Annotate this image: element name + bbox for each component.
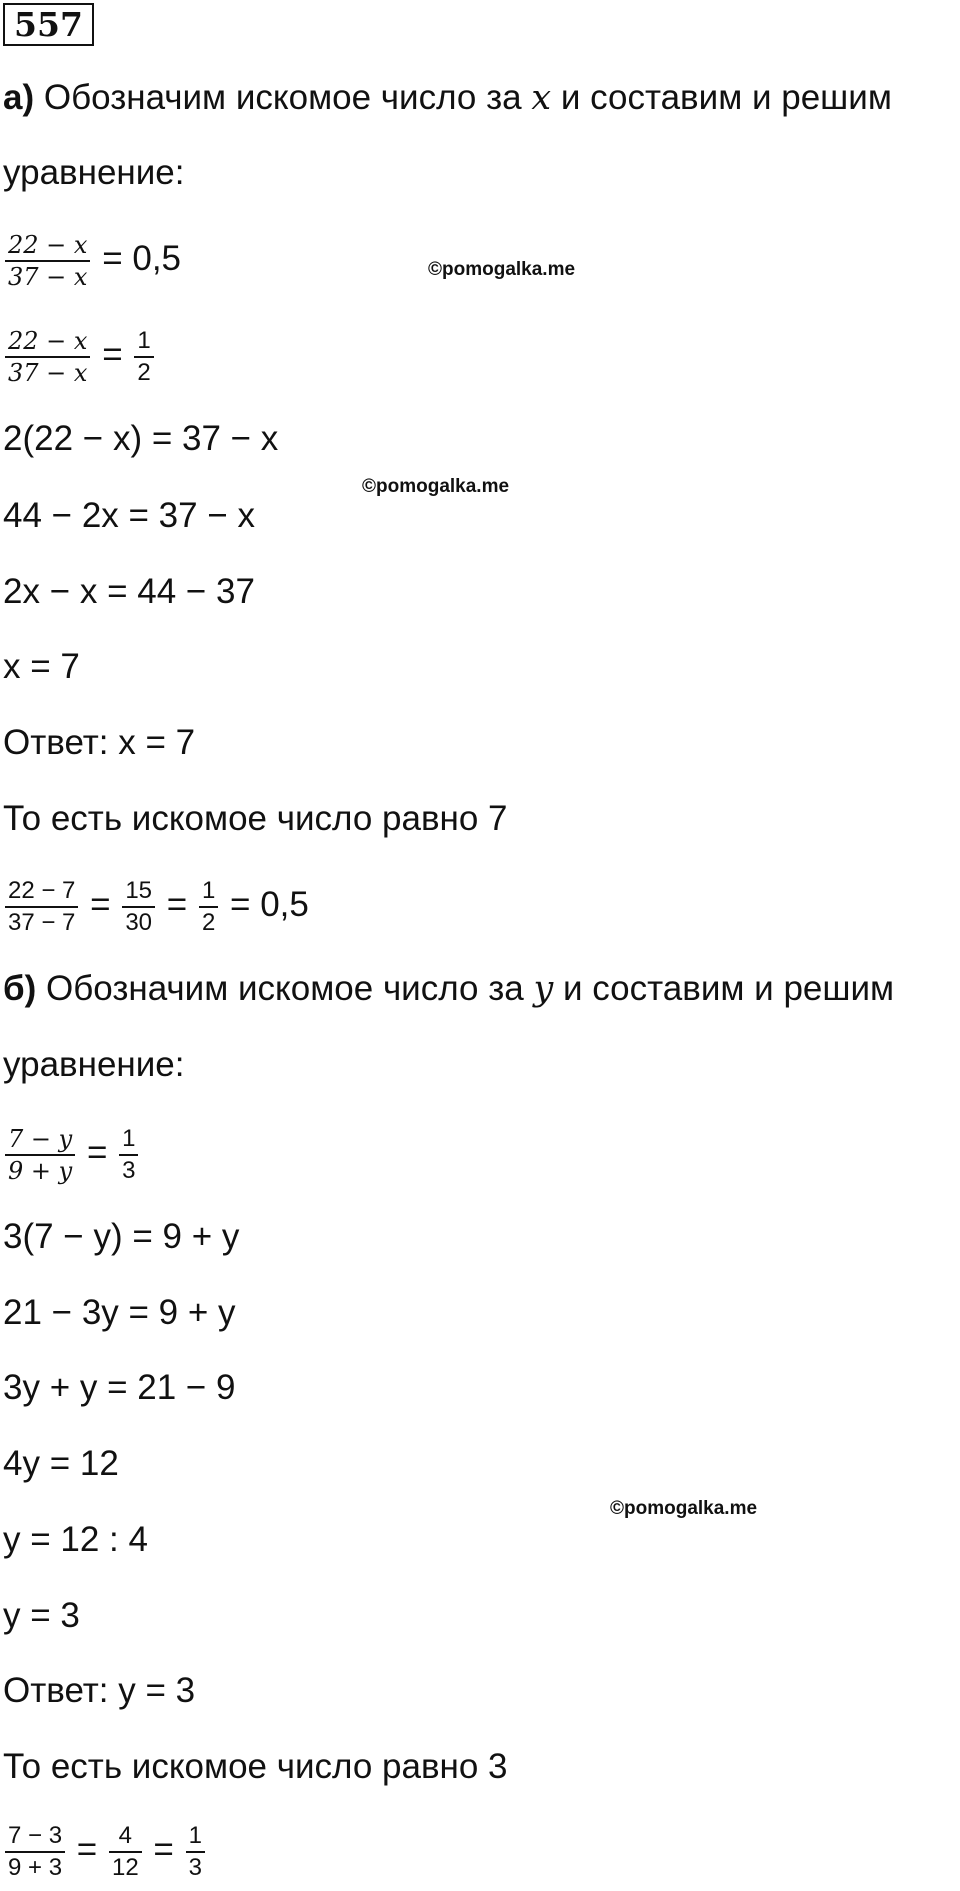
part-a-step-1: 2(22 − x) = 37 − x [3,419,279,458]
answer-value: x = 7 [118,723,196,762]
part-a-intro [3,76,892,120]
part-b-intro-line2: уравнение: [3,1045,185,1084]
part-b-step-6: y = 3 [3,1596,80,1635]
part-b-step-4: 4y = 12 [3,1444,119,1483]
numerator: 22 − 7 [5,876,78,908]
numerator: 7 − 3 [5,1821,65,1853]
fraction [5,1821,65,1883]
numerator: 1 [199,876,218,908]
part-b-equation-1 [3,1121,140,1186]
fraction [199,876,218,938]
answer-label: Ответ: [3,723,109,762]
part-b-intro [3,967,894,1011]
part-b-intro-text-2: и составим и решим [563,969,895,1008]
fraction [5,326,90,388]
denominator: 3 [122,1156,136,1184]
numerator: 15 [122,876,155,908]
fraction [5,1124,75,1186]
part-a-equation-2 [3,323,156,388]
part-a-variable: x [531,78,552,118]
numerator: 22 − x [5,230,90,262]
denominator: 37 − 7 [8,908,76,936]
equals-sign: = [102,335,123,374]
watermark: ©pomogalka.me [362,476,510,497]
denominator: 12 [111,1853,139,1881]
part-b-variable: y [533,969,554,1009]
numerator: 4 [109,1821,142,1853]
part-a-intro-text: Обозначим искомое число за [43,78,522,117]
answer-value: y = 3 [118,1671,196,1710]
part-a-intro-text-2: и составим и решим [560,78,892,117]
watermark: ©pomogalka.me [610,1498,758,1519]
numerator: 1 [119,1124,138,1156]
part-a-step-4: x = 7 [3,647,80,686]
part-b-check [3,1818,207,1883]
part-a-answer [3,721,195,765]
part-a-equation-1 [3,227,181,292]
denominator: 37 − x [8,262,88,291]
denominator: 9 + 3 [8,1853,63,1881]
denominator: 2 [137,358,151,386]
denominator: 30 [125,908,153,936]
equals-sign: = [86,1133,108,1172]
numerator: 22 − x [5,326,90,358]
denominator: 37 − x [8,358,88,387]
fraction [186,1821,205,1883]
part-b-label: б) [3,969,37,1008]
part-a-conclusion: То есть искомое число равно 7 [3,799,508,838]
numerator: 1 [186,1821,205,1853]
part-b-intro-text: Обозначим искомое число за [46,969,524,1008]
denominator: 2 [201,908,216,936]
part-a-intro-line2: уравнение: [3,153,185,192]
check-tail: = 0,5 [230,885,309,924]
answer-label: Ответ: [3,1671,109,1710]
equals-sign: = [153,1830,174,1869]
fraction [5,876,78,938]
rhs: = 0,5 [102,239,182,278]
part-a-check [3,873,309,938]
watermark: ©pomogalka.me [428,259,576,280]
fraction [109,1821,142,1883]
part-b-step-5: y = 12 : 4 [3,1520,148,1559]
fraction [119,1124,138,1186]
part-b-step-3: 3y + y = 21 − 9 [3,1368,236,1407]
part-b-step-1: 3(7 − y) = 9 + y [3,1217,240,1256]
part-b-step-2: 21 − 3y = 9 + y [3,1293,236,1332]
equals-sign: = [166,885,188,924]
fraction [134,326,153,388]
part-a-label: а) [3,78,35,117]
fraction [5,230,90,292]
fraction [122,876,155,938]
part-b-conclusion: То есть искомое число равно 3 [3,1747,508,1786]
denominator: 9 + y [8,1156,73,1185]
numerator: 1 [134,326,153,358]
problem-number: 557 [3,3,94,46]
part-b-answer [3,1669,195,1713]
equals-sign: = [90,885,111,924]
denominator: 3 [188,1853,202,1881]
part-a-step-2: 44 − 2x = 37 − x [3,496,255,535]
equals-sign: = [76,1830,98,1869]
part-a-step-3: 2x − x = 44 − 37 [3,572,255,611]
numerator: 7 − y [5,1124,75,1156]
